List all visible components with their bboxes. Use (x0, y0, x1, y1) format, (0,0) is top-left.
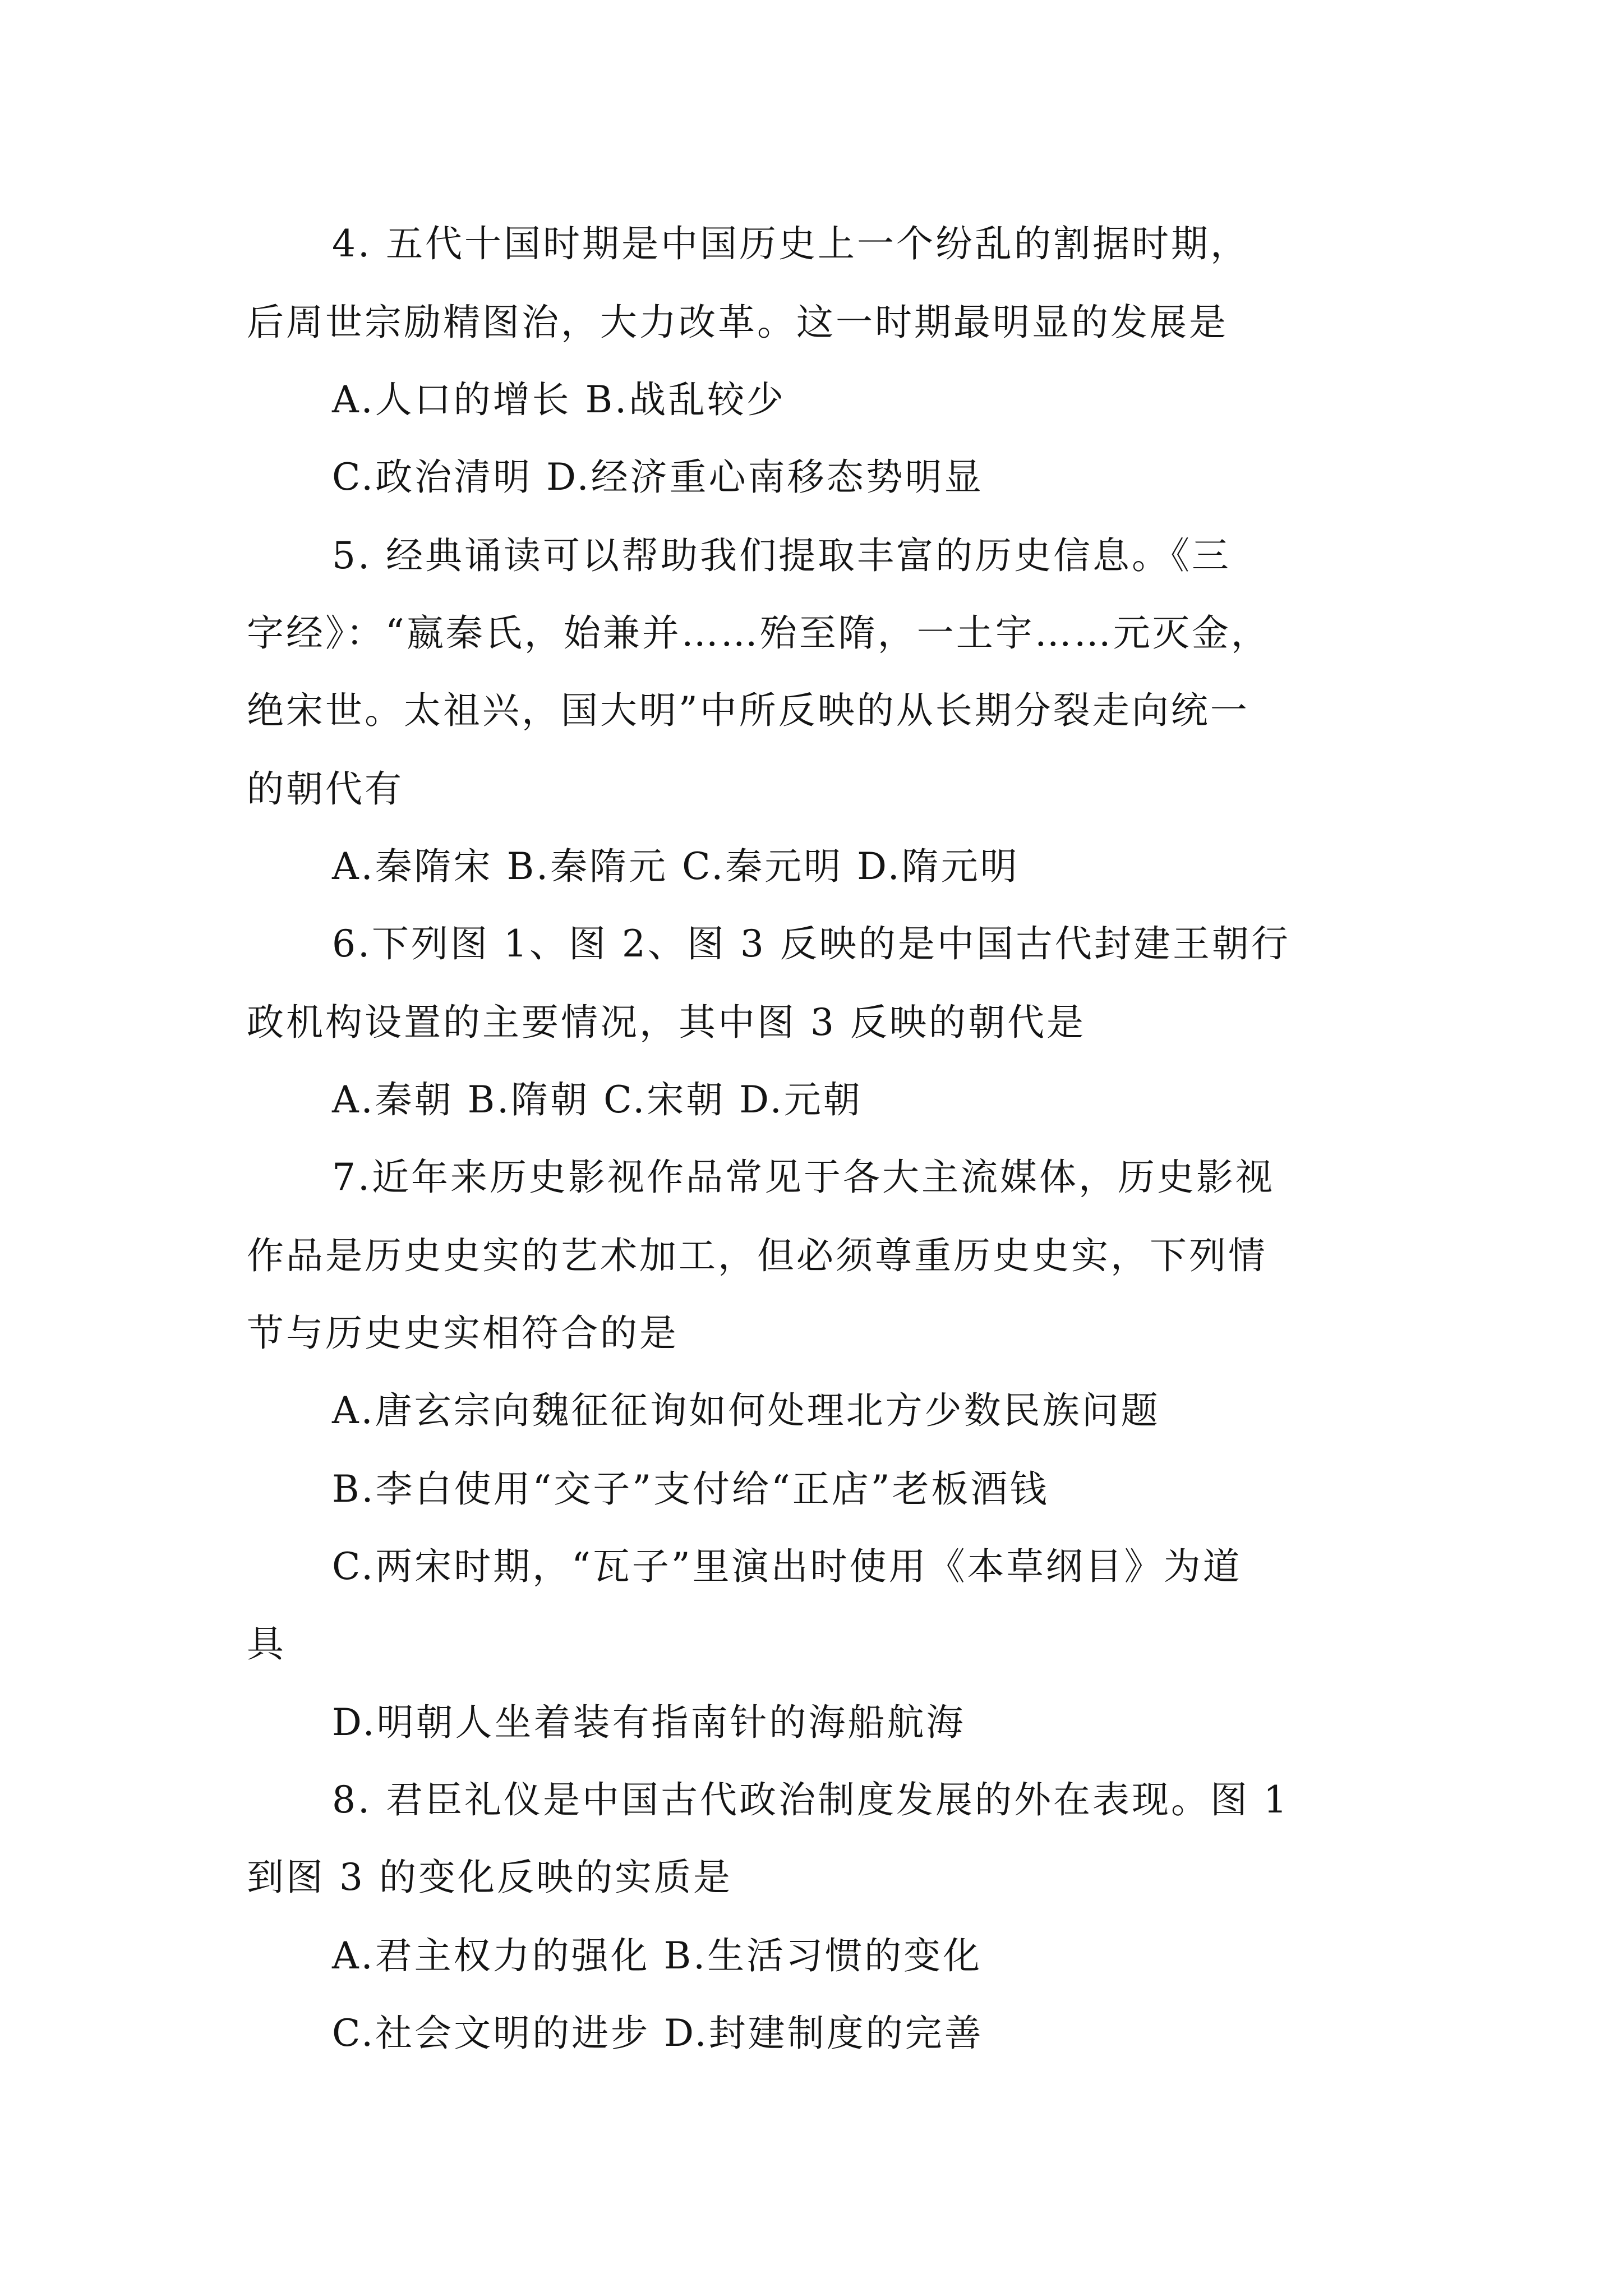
q5-stem-line-1: 5. 经典诵读可以帮助我们提取丰富的历史信息。《三 (332, 534, 1231, 577)
q4-stem-line-2: 后周世宗励精图治，大力改革。这一时期最明显的发展是 (247, 301, 1228, 344)
q8-option-line-2: C.社会文明的进步 D.封建制度的完善 (332, 2012, 984, 2055)
q4-stem-line-1: 4. 五代十国时期是中国历史上一个纷乱的割据时期， (332, 222, 1249, 265)
q7-stem-line-3: 节与历史史实相符合的是 (247, 1312, 679, 1355)
q7-option-line-4: 具 (247, 1622, 286, 1665)
q8-option-line-1: A.君主权力的强化 B.生活习惯的变化 (332, 1934, 983, 1977)
q7-option-line-1: A.唐玄宗向魏征征询如何处理北方少数民族问题 (332, 1389, 1160, 1432)
q5-stem-line-3: 绝宋世。太祖兴，国大明”中所反映的从长期分裂走向统一 (247, 689, 1249, 732)
q6-option-line-1: A.秦朝 B.隋朝 C.宋朝 D.元朝 (332, 1078, 863, 1121)
q8-stem-line-2: 到图 3 的变化反映的实质是 (247, 1856, 732, 1899)
q8-stem-line-1: 8. 君臣礼仪是中国古代政治制度发展的外在表现。图 1 (332, 1778, 1289, 1821)
q7-option-line-5: D.明朝人坐着装有指南针的海船航海 (332, 1701, 966, 1744)
q6-stem-line-2: 政机构设置的主要情况，其中图 3 反映的朝代是 (247, 1001, 1086, 1044)
q4-option-line-1: A.人口的增长 B.战乱较少 (332, 378, 786, 421)
q5-option-line-1: A.秦隋宋 B.秦隋元 C.秦元明 D.隋元明 (332, 845, 1020, 888)
q6-stem-line-1: 6.下列图 1、图 2、图 3 反映的是中国古代封建王朝行 (332, 922, 1290, 965)
q7-stem-line-1: 7.近年来历史影视作品常见于各大主流媒体，历史影视 (332, 1156, 1275, 1199)
q5-stem-line-4: 的朝代有 (247, 767, 404, 811)
q7-option-line-3: C.两宋时期，“瓦子”里演出时使用《本草纲目》为道 (332, 1545, 1242, 1588)
q4-option-line-2: C.政治清明 D.经济重心南移态势明显 (332, 455, 984, 499)
q7-option-line-2: B.李白使用“交子”支付给“正店”老板酒钱 (332, 1467, 1049, 1511)
q5-stem-line-2: 字经》：“嬴秦氏，始兼并……殆至隋，一土宇……元灭金， (247, 611, 1270, 655)
q7-stem-line-2: 作品是历史史实的艺术加工，但必须尊重历史史实，下列情 (247, 1234, 1267, 1277)
